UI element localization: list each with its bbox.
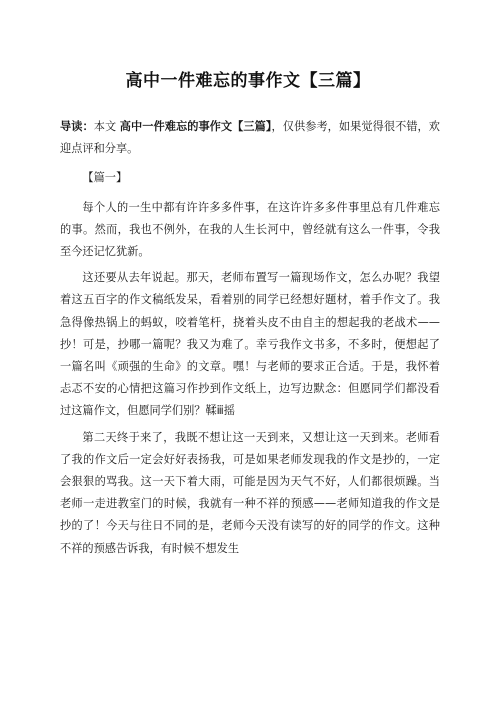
paragraph-2: 这还要从去年说起。那天，老师布置写一篇现场作文，怎么办呢？我望着这五百字的作文稿纸发呆，看着别的同学已经想好题材，着手作文了。我急得像热锅上的蚂蚁，咬着笔杆，挠着头皮不由自主的想起我的老战术——抄！可是，抄哪一篇呢？我又为难了。幸亏我作文书多，不多时，便想起了一篇名叫《顽强的生命》的文章。嘿！与老师的要求正合适。于是，我怀着忐忑不安的心情把这篇习作抄到作文纸上，边写边默念：但愿同学们都没看过这篇作文，但愿同学们别？鞣ⅲ摇 (60, 271, 440, 418)
section-heading: 【篇一】 (82, 171, 128, 185)
document-body (60, 116, 440, 560)
lead-label: 导读： (60, 120, 94, 133)
lead-paragraph (60, 116, 440, 160)
page-title: 高中一件难忘的事作文【三篇】 (125, 71, 371, 91)
paragraph-1: 每个人的一生中都有许许多多件事，在这许许多多件事里总有几件难忘的事。然而，我也不例外，在我的人生长河中，曾经就有这么一件事，令我至今还记忆犹新。 (60, 200, 440, 259)
lead-prefix: 本文 (93, 120, 120, 133)
lead-suffix: ，仅供参考，如果觉得很不错，欢迎点评和分享。 (60, 120, 440, 156)
paragraph-3: 第二天终于来了，我既不想让这一天到来，又想让这一天到来。老师看了我的作文后一定会好好表扬我，可是如果老师发现我的作文是抄的，一定会狠狠的骂我。这一天下着大雨，可能是因为天气不好，人们都很烦躁。当老师一走进教室门的时候，我就有一种不祥的预感——老师知道我的作文是抄的了！今天与往日不同的是，老师今天没有读写的好的同学的作文。这种不祥的预感告诉我，有时候不想发生 (60, 430, 440, 555)
lead-article-title: 高中一件难忘的事作文【三篇】 (119, 120, 272, 133)
